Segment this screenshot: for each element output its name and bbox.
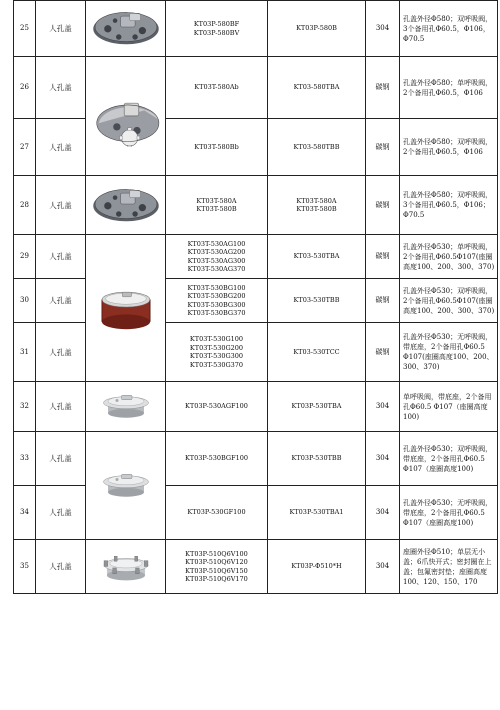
model-number: KT03P-510Q6V120	[185, 558, 248, 566]
product-code-line: KT03T-580B	[296, 205, 337, 213]
table-row	[14, 57, 498, 119]
model-number: KT03T-580B	[196, 205, 237, 213]
row-number: 29	[14, 235, 36, 279]
model-numbers	[166, 486, 268, 540]
row-number: 35	[14, 540, 36, 594]
description: 孔盖外径Φ530；双呼吸阀，带底座，2个备用孔Φ60.5 Φ107（座圈高度100)	[400, 432, 498, 486]
model-number: KT03T-580Ab	[194, 83, 239, 92]
model-number: KT03T-530AG300	[187, 256, 246, 265]
product-code: KT03-530TCC	[268, 323, 366, 382]
description: 座圈外径Φ510；单层无小盖；6爪快开式；密封圈在上盖；包氟密封垫；座圈高度100、120、150、170	[400, 540, 498, 594]
row-number: 25	[14, 1, 36, 57]
model-number: KT03P-510Q6V150	[185, 566, 248, 575]
model-numbers	[166, 323, 268, 382]
model-number: KT03P-530GF100	[187, 508, 246, 517]
product-name: 人孔盖	[36, 57, 86, 119]
description: 孔盖外径Φ530；无呼吸阀，带底座，2个备用孔Φ60.5 Φ107（座圈高度100)	[400, 486, 498, 540]
model-numbers	[166, 432, 268, 486]
product-name: 人孔盖	[36, 382, 86, 432]
product-name: 人孔盖	[36, 119, 86, 176]
product-code-line: KT03T-580A	[296, 196, 337, 205]
model-number: KT03T-530BG200	[187, 292, 246, 300]
model-number: KT03T-530G370	[189, 360, 244, 369]
model-numbers	[166, 382, 268, 432]
stainless-cover-with-base-image	[86, 385, 165, 428]
material: 304	[366, 1, 400, 57]
stainless-cover-with-base-2-cell	[86, 432, 166, 540]
product-code: KT03P-580B	[268, 1, 366, 57]
table-row	[14, 432, 498, 486]
row-number: 34	[14, 486, 36, 540]
row-number: 33	[14, 432, 36, 486]
row-number: 27	[14, 119, 36, 176]
model-numbers	[166, 235, 268, 279]
stainless-cover-with-base-cell	[86, 382, 166, 432]
model-number: KT03T-580A	[196, 196, 237, 205]
description: 孔盖外径Φ530；单呼吸阀，2个备用孔Φ60.5Φ107(座圈高度100、200、300、370)	[400, 235, 498, 279]
model-numbers	[166, 1, 268, 57]
model-number: KT03T-530AG200	[187, 248, 246, 256]
material: 304	[366, 432, 400, 486]
row-number: 28	[14, 176, 36, 235]
table-row	[14, 235, 498, 279]
model-number: KT03P-580BF	[193, 20, 240, 28]
product-code	[268, 176, 366, 235]
model-numbers	[166, 119, 268, 176]
material: 碳钢	[366, 57, 400, 119]
row-number: 30	[14, 279, 36, 323]
row-number: 32	[14, 382, 36, 432]
model-numbers	[166, 176, 268, 235]
description: 孔盖外径Φ580；双呼吸阀，3个备用孔Φ60.5，Φ106；Φ70.5	[400, 176, 498, 235]
material: 碳钢	[366, 279, 400, 323]
product-name: 人孔盖	[36, 176, 86, 235]
material: 304	[366, 540, 400, 594]
product-code: KT03P-530TBB	[268, 432, 366, 486]
product-code: KT03P-Φ510*H	[268, 540, 366, 594]
model-number: KT03P-510Q6V100	[185, 549, 248, 558]
rust-seat-ring-cover-cell	[86, 235, 166, 382]
model-number: KT03T-530BG100	[187, 283, 246, 292]
grey-round-cover-with-valve-2-image	[86, 184, 165, 227]
grey-round-cover-with-valve-cell	[86, 1, 166, 57]
model-number: KT03P-510Q6V170	[185, 575, 248, 583]
row-number: 31	[14, 323, 36, 382]
model-number: KT03P-530AGF100	[185, 402, 248, 411]
model-number: KT03T-530G300	[189, 352, 244, 360]
model-numbers	[166, 57, 268, 119]
material: 碳钢	[366, 119, 400, 176]
material: 碳钢	[366, 323, 400, 382]
table-row	[14, 540, 498, 594]
material: 碳钢	[366, 235, 400, 279]
round-cover-cut-view-cell	[86, 57, 166, 176]
product-code: KT03-580TBA	[268, 57, 366, 119]
product-table	[13, 0, 498, 594]
description: 单呼吸阀，带底座，2个备用孔Φ60.5 Φ107（座圈高度100)	[400, 382, 498, 432]
row-number: 26	[14, 57, 36, 119]
product-code: KT03-530TBA	[268, 235, 366, 279]
description: 孔盖外径Φ580；双呼吸阀，2个备用孔Φ60.5，Φ106	[400, 119, 498, 176]
model-number: KT03T-530AG370	[187, 265, 246, 273]
model-number: KT03P-530BGF100	[184, 454, 249, 463]
model-numbers	[166, 279, 268, 323]
rust-seat-ring-cover-image	[86, 277, 165, 340]
material: 碳钢	[366, 176, 400, 235]
product-code: KT03P-530TBA1	[268, 486, 366, 540]
description: 孔盖外径Φ530；无呼吸阀，带底座，2个备用孔Φ60.5 Φ107(座圈高度100、200、300、370)	[400, 323, 498, 382]
model-number: KT03P-580BV	[193, 28, 240, 37]
stainless-cover-with-base-2-image	[86, 462, 165, 509]
table-row	[14, 382, 498, 432]
model-number: KT03T-530BG300	[187, 300, 246, 309]
product-code: KT03-530TBB	[268, 279, 366, 323]
description: 孔盖外径Φ580；双呼吸阀，3个备用孔Φ60.5，Φ106，Φ70.5	[400, 1, 498, 57]
material: 304	[366, 382, 400, 432]
product-name: 人孔盖	[36, 1, 86, 57]
model-number: KT03T-530G200	[189, 343, 244, 352]
material: 304	[366, 486, 400, 540]
model-number: KT03T-580Bb	[194, 142, 239, 151]
grey-round-cover-with-valve-2-cell	[86, 176, 166, 235]
model-number: KT03T-530G100	[189, 335, 244, 343]
product-name: 人孔盖	[36, 279, 86, 323]
model-number: KT03T-530AG100	[187, 239, 246, 248]
description: 孔盖外径Φ580；单呼吸阀，2个备用孔Φ60.5，Φ106	[400, 57, 498, 119]
round-cover-cut-view-image	[86, 83, 165, 150]
product-name: 人孔盖	[36, 432, 86, 486]
product-name: 人孔盖	[36, 323, 86, 382]
stainless-quick-open-cover-image	[86, 543, 165, 590]
product-code: KT03-580TBB	[268, 119, 366, 176]
table-row	[14, 1, 498, 57]
product-code: KT03P-530TBA	[268, 382, 366, 432]
product-name: 人孔盖	[36, 540, 86, 594]
model-numbers	[166, 540, 268, 594]
description: 孔盖外径Φ530；双呼吸阀，2个备用孔Φ60.5Φ107(座圈高度100、200、300、370)	[400, 279, 498, 323]
table-row	[14, 176, 498, 235]
product-name: 人孔盖	[36, 235, 86, 279]
product-name: 人孔盖	[36, 486, 86, 540]
grey-round-cover-with-valve-image	[86, 7, 165, 50]
model-number: KT03T-530BG370	[187, 309, 246, 317]
stainless-quick-open-cover-cell	[86, 540, 166, 594]
